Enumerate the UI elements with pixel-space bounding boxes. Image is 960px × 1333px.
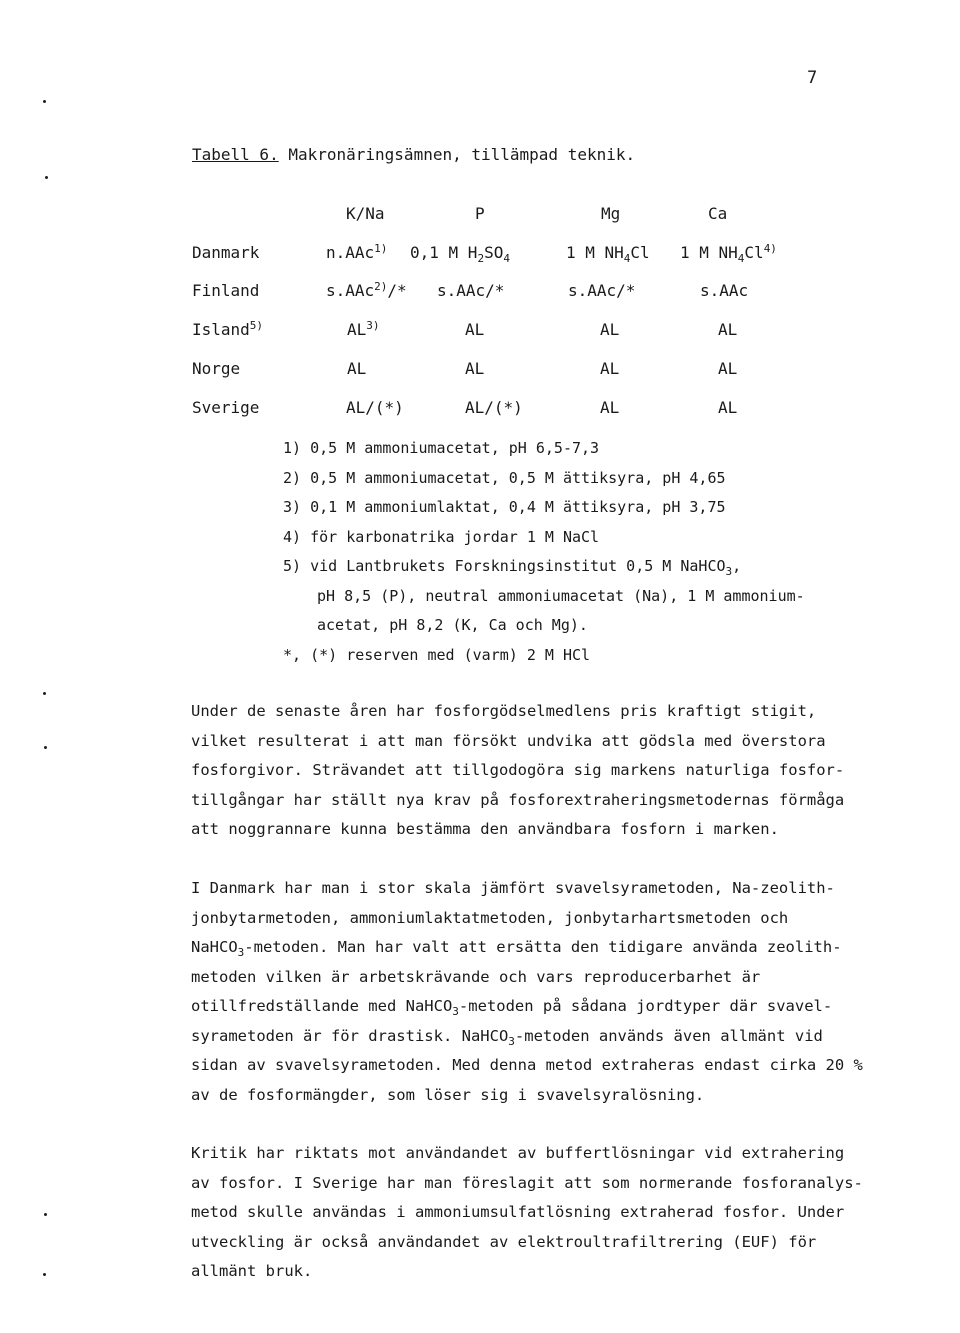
country-island: Island$^{5)}$ <box>192 319 264 339</box>
country-finland: Finland <box>192 281 260 300</box>
margin-dot <box>43 100 46 103</box>
table-footnotes <box>283 434 805 670</box>
table-title <box>192 145 635 164</box>
column-header-k-na: K/Na <box>346 204 385 223</box>
cell-norge-k: AL <box>347 359 367 378</box>
text-line: metod skulle användas i ammoniumsulfatlösning extraherad fosfor. Under <box>191 1203 845 1221</box>
text-line: tillgångar har ställt nya krav på fosforextraheringsmetodernas förmåga <box>191 790 845 809</box>
text-line: Under de senaste åren har fosforgödselmedlens pris kraftigt stigit, <box>191 702 817 720</box>
text-line: av fosfor. I Sverige har man föreslagit att som normerande fosforanalys- <box>191 1173 863 1192</box>
text-line: sidan av svavelsyrametoden. Med denna metod extraheras endast cirka 20 % <box>191 1056 863 1074</box>
footnote-2: 2) 0,5 M ammoniumacetat, 0,5 M ättiksyra, pH 4,65 <box>283 468 726 487</box>
paragraph-1 <box>191 697 891 845</box>
cell-norge-mg: AL <box>600 359 620 378</box>
text-line: fosforgivor. Strävandet att tillgodogöra sig markens naturliga fosfor- <box>191 761 845 779</box>
footnote-5-cont: acetat, pH 8,2 (K, Ca och Mg). <box>317 616 588 634</box>
cell-finland-mg: s.AAc/* <box>568 281 636 300</box>
footnote-4: 4) för karbonatrika jordar 1 M NaCl <box>283 527 600 546</box>
cell-finland-p: s.AAc/* <box>437 281 505 300</box>
cell-sverige-p: AL/(*) <box>465 398 523 417</box>
paragraph-2 <box>191 874 891 1110</box>
page-number: 7 <box>807 68 818 88</box>
text-line: allmänt bruk. <box>191 1262 313 1280</box>
country-danmark: Danmark <box>192 243 260 262</box>
footnote-5-cont: pH 8,5 (P), neutral ammoniumacetat (Na), 1 M ammonium- <box>317 586 805 605</box>
table-caption: Makronäringsämnen, tillämpad teknik. <box>278 145 636 164</box>
cell-sverige-k: AL/(*) <box>346 398 404 417</box>
margin-dot <box>45 176 48 179</box>
country-norge: Norge <box>192 359 241 378</box>
margin-dot <box>43 1273 46 1276</box>
text-line: syrametoden är för drastisk. NaHCO$_3$-metoden används även allmänt vid <box>191 1026 823 1048</box>
text-line: att noggrannare kunna bestämma den användbara fosforn i marken. <box>191 820 779 838</box>
text-line: otillfredställande med NaHCO$_3$-metoden på sådana jordtyper där svavel- <box>191 997 833 1018</box>
cell-island-mg: AL <box>600 320 620 339</box>
cell-finland-ca: s.AAc <box>700 281 749 300</box>
footnote-1: 1) 0,5 M ammoniumacetat, pH 6,5-7,3 <box>283 439 600 457</box>
text-line: vilket resulterat i att man försökt undvika att gödsla med överstora <box>191 731 826 750</box>
column-header-p: P <box>475 204 485 223</box>
country-sverige: Sverige <box>192 398 260 417</box>
table-label: Tabell 6. <box>192 145 279 164</box>
cell-island-ca: AL <box>718 320 738 339</box>
text-line: utveckling är också användandet av elektroultrafiltrering (EUF) för <box>191 1232 817 1251</box>
cell-danmark-ca: 1 M $NH_4Cl^{4)}$ <box>680 242 777 265</box>
margin-dot <box>43 692 46 695</box>
text-line: av de fosformängder, som löser sig i svavelsyralösning. <box>191 1085 705 1104</box>
cell-finland-k: s.AAc$^{2)}$/* <box>326 280 407 300</box>
cell-danmark-p: 0,1 M $H_2SO_4$ <box>410 243 510 265</box>
cell-island-k: AL$^{3)}$ <box>347 319 380 339</box>
column-header-mg: Mg <box>601 204 621 223</box>
margin-dot <box>44 746 47 749</box>
text-line: metoden vilken är arbetskrävande och vars reproducerbarhet är <box>191 967 761 986</box>
footnote-reserve: *, (*) reserven med (varm) 2 M HCl <box>283 645 591 664</box>
cell-danmark-k: n.AAc$^{1)}$ <box>326 242 388 262</box>
text-line: NaHCO$_3$-metoden. Man har valt att ersätta den tidigare använda zeolith- <box>191 938 842 959</box>
cell-sverige-mg: AL <box>600 398 620 417</box>
cell-norge-p: AL <box>465 359 485 378</box>
text-line: jonbytarmetoden, ammoniumlaktatmetoden, jonbytarhartsmetoden och <box>191 908 789 927</box>
cell-sverige-ca: AL <box>718 398 738 417</box>
column-header-ca: Ca <box>708 204 728 223</box>
text-line: I Danmark har man i stor skala jämfört svavelsyrametoden, Na-zeolith- <box>191 879 835 897</box>
footnote-3: 3) 0,1 M ammoniumlaktat, 0,4 M ättiksyra, pH 3,75 <box>283 498 726 516</box>
footnote-5: 5) vid Lantbrukets Forskningsinstitut 0,5 M NaHCO$_3$, <box>283 557 742 578</box>
paragraph-3 <box>191 1139 891 1287</box>
cell-danmark-mg: 1 M $NH_4Cl$ <box>566 243 650 265</box>
text-line: Kritik har riktats mot användandet av buffertlösningar vid extrahering <box>191 1144 845 1162</box>
cell-island-p: AL <box>465 320 485 339</box>
margin-dot <box>44 1213 47 1216</box>
cell-norge-ca: AL <box>718 359 738 378</box>
